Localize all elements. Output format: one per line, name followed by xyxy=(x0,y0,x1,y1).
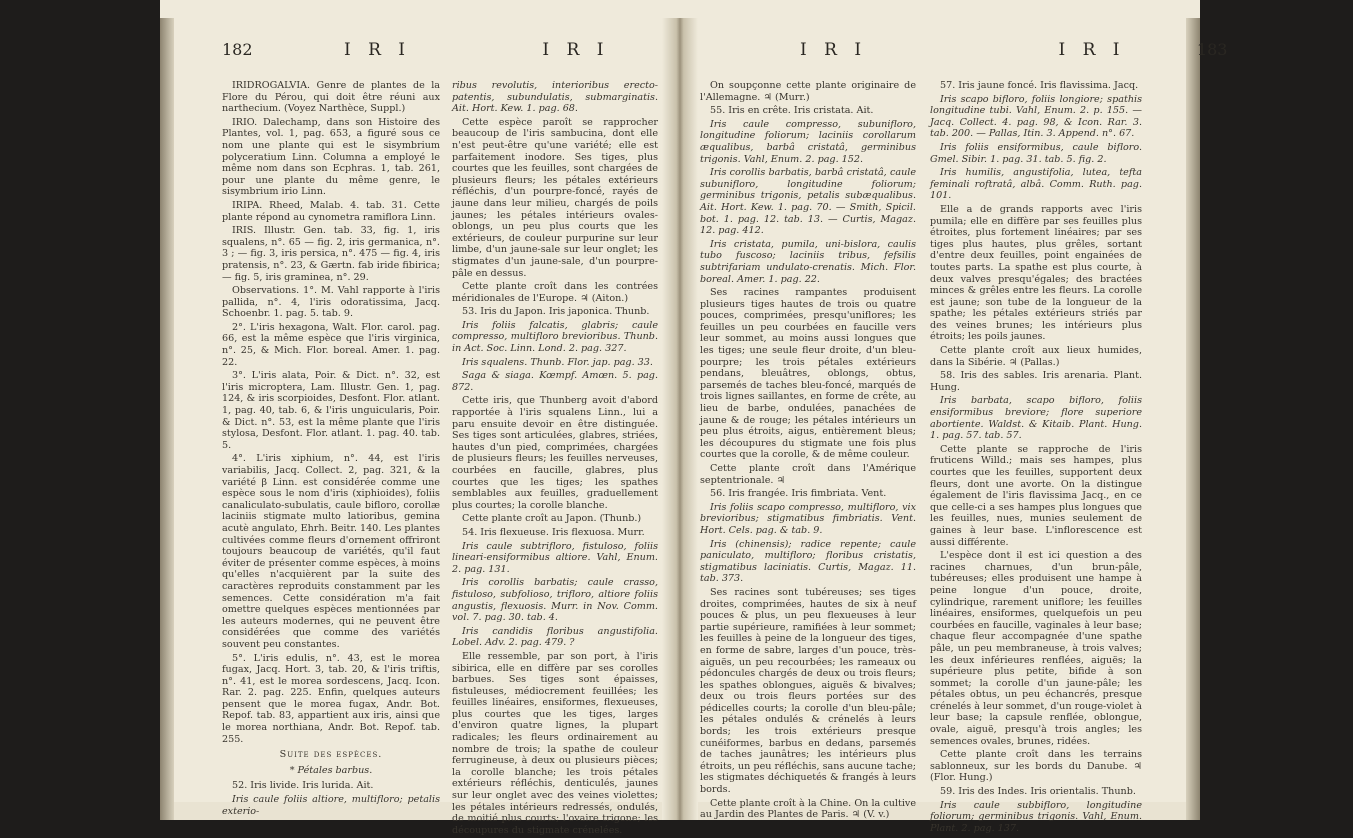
left-running-head-2: I R I xyxy=(542,40,610,60)
paragraph: Elle ressemble, par son port, à l'iris sibirica, elle en diffère par ses corolles barbues. Ses tiges sont épaisses, fistuleuses, médiocrement feuillées; les feuilles linéaires, ensiformes, flexueuses, plus courtes que les tiges, larges d'environ quatre lignes, la plupart radicales; les fleurs ordinairement au nombre de trois; la spathe de couleur ferrugineuse, à deux ou plusieurs pièces; la corolle blanche; les trois pétales extérieurs réfléchis, denticulés, jaunes sur leur onglet avec des veines violettes; les pétales intérieurs redressés, ondulés, de moitié plus courts; l'ovaire trigone; les découpures du stigmate crénelées. xyxy=(452,650,658,836)
paragraph: Iris (chinensis); radice repente; caule paniculato, multifloro; floribus cristatis, stigmatibus laciniatis. Curtis, Magaz. 11. tab. 373. xyxy=(700,538,916,585)
paragraph: Iris scapo bifloro, foliis longiore; spathis longitudine tubi. Vahl, Enum. 2. p. 155. — Jacq. Collect. 4. pag. 98, & Icon. Rar. 3. tab. 200. — Pallas, Itin. 3. Append. n°. 67. xyxy=(930,93,1142,140)
paragraph: 5°. L'iris edulis, n°. 43, est le morea fugax, Jacq. Hort. 3, tab. 20, & l'iris triftis, n°. 41, est le morea sordescens, Jacq. Icon. Rar. 2. pag. 225. Enfin, quelques auteurs pensent que le morea fugax, Andr. Bot. Repof. tab. 83, appartient aux iris, ainsi que le morea northiana, Andr. Bot. Repof. tab. 255. xyxy=(222,652,440,745)
species-heading: 57. Iris jaune foncé. Iris flavissima. Jacq. xyxy=(940,80,1139,91)
paragraph: Iris barbata, scapo bifloro, foliis ensiformibus breviore; flore superiore abortiente. Waldst. & Kitaib. Plant. Hung. 1. pag. 57. tab. 57. xyxy=(930,395,1142,442)
right-running-head: I R I xyxy=(800,40,868,60)
paragraph: Elle a de grands rapports avec l'iris pumila; elle en diffère par ses feuilles plus étroites, plus fortement linéaires; par ses tiges plus hautes, plus grêles, sortant d'entre deux feuilles, point engainées de toutes parts. La spathe est plus courte, à deux valves presqu'égales; des bractées minces & grêles entre les fleurs. La corolle est jaune; son tube de la longueur de la spathe; les pétales extérieurs striés par des veines brunes; les intérieurs plus étroits; les poils jaunes. xyxy=(930,203,1142,343)
species-heading: 52. Iris livide. Iris lurida. Ait. xyxy=(232,780,374,792)
paragraph: Cette plante croît dans les contrées méridionales de l'Europe. ♃ (Aiton.) xyxy=(452,281,658,304)
paragraph: On soupçonne cette plante originaire de l'Allemagne. ♃ (Murr.) xyxy=(700,80,916,103)
species-heading: 56. Iris frangée. Iris fimbriata. Vent. xyxy=(710,488,887,500)
paragraph: Iris caule foliis altiore, multifloro; petalis exterio- xyxy=(222,794,440,817)
paragraph: Iris candidis floribus angustifolia. Lobel. Adv. 2. pag. 479. ? xyxy=(452,625,658,649)
left-column-1-text xyxy=(222,80,440,819)
left-page-edge xyxy=(160,18,174,820)
paragraph: Iris cristata, pumila, uni-bislora, caulis tubo fuscoso; laciniis tribus, fefsilis subtrifariam undulato-crenatis. Mich. Flor. boreal. Amer. 1. pag. 22. xyxy=(700,238,916,285)
species-heading: 55. Iris en crête. Iris cristata. Ait. xyxy=(710,105,874,117)
species-heading: 59. Iris des Indes. Iris orientalis. Thunb. xyxy=(940,786,1136,798)
paragraph: Iris corollis barbatis, barbâ cristatâ, caule subunifloro, longitudine foliorum; germinibus trigonis, petalis subæqualibus. Ait. Hort. Kew. 1. pag. 70. — Smith, Spicil. bot. 1. pag. 12. tab. 13. — Curtis, Magaz. 12. pag. 412. xyxy=(700,167,916,237)
paragraph: Iris foliis scapo compresso, multifloro, vix brevioribus; stigmatibus fimbriatis. Vent. Hort. Cels. pag. & tab. 9. xyxy=(700,501,916,536)
left-column-2-text xyxy=(452,80,658,838)
paragraph: Iris caule subbifloro, longitudine foliorum; germinibus trigonis. Vahl, Enum. Plant. 2. pag. 137. xyxy=(930,799,1142,834)
right-column-1-text xyxy=(700,80,916,823)
right-page-edge xyxy=(1186,18,1200,820)
paragraph: 2°. L'iris hexagona, Walt. Flor. carol. pag. 66, est la même espèce que l'iris virginica, n°. 25, & Mich. Flor. boreal. Amer. 1. pag. 22. xyxy=(222,321,440,368)
paragraph: Iris humilis, angustifolia, lutea, tefta feminali roftratâ, albâ. Comm. Ruth. pag. 101. xyxy=(930,167,1142,202)
paragraph: Iris corollis barbatis; caule crasso, fistuloso, subfolioso, trifloro, altiore foliis angustis, flexuosis. Murr. in Nov. Comm. vol. 7. pag. 30. tab. 4. xyxy=(452,577,658,624)
paragraph: Cette plante croît dans les terrains sablonneux, sur les bords du Danube. ♃ (Flor. Hung.) xyxy=(930,749,1142,784)
left-running-head: I R I xyxy=(343,40,411,60)
paragraph: IRIPA. Rheed, Malab. 4. tab. 31. Cette plante répond au cynometra ramiflora Linn. xyxy=(222,199,440,223)
paragraph: Ses racines sont tubéreuses; ses tiges droites, comprimées, hautes de six à neuf pouces & plus, un peu flexueuses à leur partie supérieure, ramifiées à leur sommet; les feuilles à peine de la longueur des tiges, en forme de sabre, larges d'un pouce, très-aiguës, un peu recourbées; les rameaux ou pédoncules chargés de deux ou trois fleurs; les spathes oblongues, aiguës & bivalves; deux ou trois fleurs portées sur des pédicelles courts; la corolle d'un bleu-pâle; les pétales ondulés & crénelés à leurs bords; les trois extérieurs presque cunéiformes, barbus en dedans, parsemés de taches jaunâtres; les intérieurs plus étroits, un peu réfléchis, sans aucune tache; les stigmates déchiquetés & frangés à leurs bords. xyxy=(700,586,916,796)
paragraph: Iris foliis falcatis, glabris; caule compresso, multifloro brevioribus. Thunb. in Act. Soc. Linn. Lond. 2. pag. 327. xyxy=(452,319,658,355)
section-title: Suite des espèces. xyxy=(279,749,383,761)
paragraph: Iris caule compresso, subunifloro, longitudine foliorum; laciniis corollarum æqualibus, barbâ cristatâ, germinibus trigonis. Vahl, Enum. 2. pag. 152. xyxy=(700,118,916,165)
paragraph: Saga & siaga. Kœmpf. Amœn. 5. pag. 872. xyxy=(452,370,658,393)
paragraph: Cette plante croît aux lieux humides, dans la Sibérie. ♃ (Pallas.) xyxy=(930,345,1142,368)
paragraph: Iris foliis ensiformibus, caule bifloro. Gmel. Sibir. 1. pag. 31. tab. 5. fig. 2. xyxy=(930,141,1142,165)
right-page-number: 183 xyxy=(1196,40,1228,59)
paragraph: 4°. L'iris xiphium, n°. 44, est l'iris variabilis, Jacq. Collect. 2, pag. 321, & la variété β Linn. est considérée comme une espèce sous le nom d'iris (xiphioides), foliis canaliculato-subulatis, caule bifloro, corollæ laciniis stigmate multo latioribus, gemina acutè angulato, Ehrh. Beitr. 140. Les plantes cultivées comme fleurs d'ornement offriront toujours beaucoup de variétés, qu'il faut éviter de présenter comme espèces, à moins qu'elles n'acquièrent par la suite des caractères reproduits constamment par les semences. Cette considération m'a fait omettre quelques espèces mentionnées par les auteurs modernes, qui ne peuvent être considérées que comme des variétés souvent peu constantes. xyxy=(222,453,440,650)
paragraph: Cette plante croît à la Chine. On la cultive au Jardin des Plantes de Paris. ♃ (V. v.) xyxy=(700,797,916,821)
species-heading: 58. Iris des sables. Iris arenaria. Plant. Hung. xyxy=(930,370,1142,393)
paragraph: L'espèce dont il est ici question a des racines charnues, d'un brun-pâle, tubéreuses; elles produisent une hampe à peine longue d'un pouce, droite, cylindrique, rarement uniflore; les feuilles linéaires, ensiformes, quelquefois un peu courbées en faucille, vaginales à leur base; chaque fleur accompagnée d'une spathe pâle, un peu membraneuse, à trois valves; les deux inférieures renflées, aiguës; la supérieure plus petite, bifide à son sommet; la corolle d'un jaune-pâle; les pétales obtus, un peu échancrés, presque crénelés à leur sommet, d'un rouge-violet à leur base; la capsule renflée, oblongue, ovale, aiguë, presqu'à trois angles; les semences ovales, brunes, ridées. xyxy=(930,550,1142,747)
left-page-header xyxy=(222,40,609,60)
paragraph: Cette plante se rapproche de l'iris fruticens Willd.; mais ses hampes, plus courtes que les feuilles, supportent deux fleurs, dont une avorte. On la distingue également de l'iris flavissima Jacq., en ce que celle-ci a ses hampes plus longues que les feuilles, nues, munies seulement de gaines à leur base. L'inflorescence est aussi différente. xyxy=(930,443,1142,548)
book-gutter xyxy=(662,18,698,820)
right-page-header xyxy=(800,40,1227,60)
paragraph: IRIDROGALVIA. Genre de plantes de la Flore du Pérou, qui doit être réuni aux narthecium. (Voyez Narthèce, Suppl.) xyxy=(222,80,440,115)
paragraph: Iris squalens. Thunb. Flor. jap. pag. 33. xyxy=(462,356,653,368)
paragraph: Ses racines rampantes produisent plusieurs tiges hautes de trois ou quatre pouces, comprimées, presqu'uniflores; les feuilles un peu courbées en faucille vers leur sommet, au moins aussi longues que les tiges; une seule fleur droite, d'un bleu-pourpre; les trois pétales extérieurs pendans, bleuâtres, oblongs, obtus, parsemés de taches bleu-foncé, marqués de trois lignes saillantes, en forme de crête, au lieu de barbe, ondulées, panachées de jaune & de rouge; les pétales intérieurs un peu plus étroits, aigus, entièrement bleus; les découpures du stigmate une fois plus courtes que la corolle, & de même couleur. xyxy=(700,287,916,461)
paragraph: IRIO. Dalechamp, dans son Histoire des Plantes, vol. 1, pag. 653, a figuré sous ce nom une plante qui est le sisymbrium polyceratium Linn. Columna a employé le même nom dans son Ecphras. 1, tab. 261, pour une plante du même genre, le sisymbrium irio Linn. xyxy=(222,116,440,198)
paragraph: Iris caule subtrifloro, fistuloso, foliis lineari-ensiformibus altiore. Vahl, Enum. 2. pag. 131. xyxy=(452,540,658,575)
species-heading: 54. Iris flexueuse. Iris flexuosa. Murr. xyxy=(462,526,645,538)
paragraph: Cette plante croît dans l'Amérique septentrionale. ♃ xyxy=(700,463,916,486)
paragraph: Cette iris, que Thunberg avoit d'abord rapportée à l'iris squalens Linn., lui a paru ensuite devoir en être distinguée. Ses tiges sont articulées, glabres, striées, hautes d'un pied, comprimées, chargées de plusieurs fleurs; les feuilles nerveuses, courbées en faucille, glabres, plus courtes que les tiges; les spathes semblables aux feuilles, graduellement plus courtes; la corolle blanche. xyxy=(452,395,658,511)
paragraph: ribus revolutis, interioribus erecto-patentis, subundulatis, submarginatis. Ait. Hort. Kew. 1. pag. 68. xyxy=(452,80,658,115)
right-running-head-2: I R I xyxy=(1058,40,1126,60)
paragraph: Cette espèce paroît se rapprocher beaucoup de l'iris sambucina, dont elle n'est peut-être qu'une variété; elle est parfaitement inodore. Ses tiges, plus courtes que les feuilles, sont chargées de plusieurs fleurs; les pétales extérieurs réfléchis, d'un pourpre-foncé, rayés de jaune dans leur milieu, chargés de poils jaunes; les pétales intérieurs ovales-oblongs, un peu plus courts que les extérieurs, de couleur purpurine sur leur limbe, d'un jaune-sale sur leur onglet; les stigmates d'un jaune-sale, d'un pourpre-pâle en dessus. xyxy=(452,116,658,279)
species-heading: 53. Iris du Japon. Iris japonica. Thunb. xyxy=(462,306,650,318)
paragraph: 3°. L'iris alata, Poir. & Dict. n°. 32, est l'iris microptera, Lam. Illustr. Gen. 1, pag. 124, & iris scorpioides, Desfont. Flor. atlant. 1, pag. 40, tab. 6, & l'iris unguicularis, Poir. & Dict. n°. 53, est la même plante que l'iris stylosa, Desfont. Flor. atlant. 1. pag. 40. tab. 5. xyxy=(222,370,440,451)
paragraph: Cette plante croît au Japon. (Thunb.) xyxy=(462,513,642,525)
left-page-number: 182 xyxy=(222,40,253,59)
section-subtitle: * Pétales barbus. xyxy=(289,764,373,776)
paragraph: Observations. 1°. M. Vahl rapporte à l'iris pallida, n°. 4, l'iris odoratissima, Jacq. Schoenbr. 1. pag. 5. tab. 9. xyxy=(222,285,440,320)
right-column-2-text xyxy=(930,80,1142,836)
paragraph: IRIS. Illustr. Gen. tab. 33, fig. 1, iris squalens, n°. 65 — fig. 2, iris germanica, n°. 3 ; — fig. 3, iris persica, n°. 475 — fig. 4, iris pratensis, n°. 23, & Gærtn. fab iride fibirica; — fig. 5, iris graminea, n°. 29. xyxy=(222,225,440,283)
